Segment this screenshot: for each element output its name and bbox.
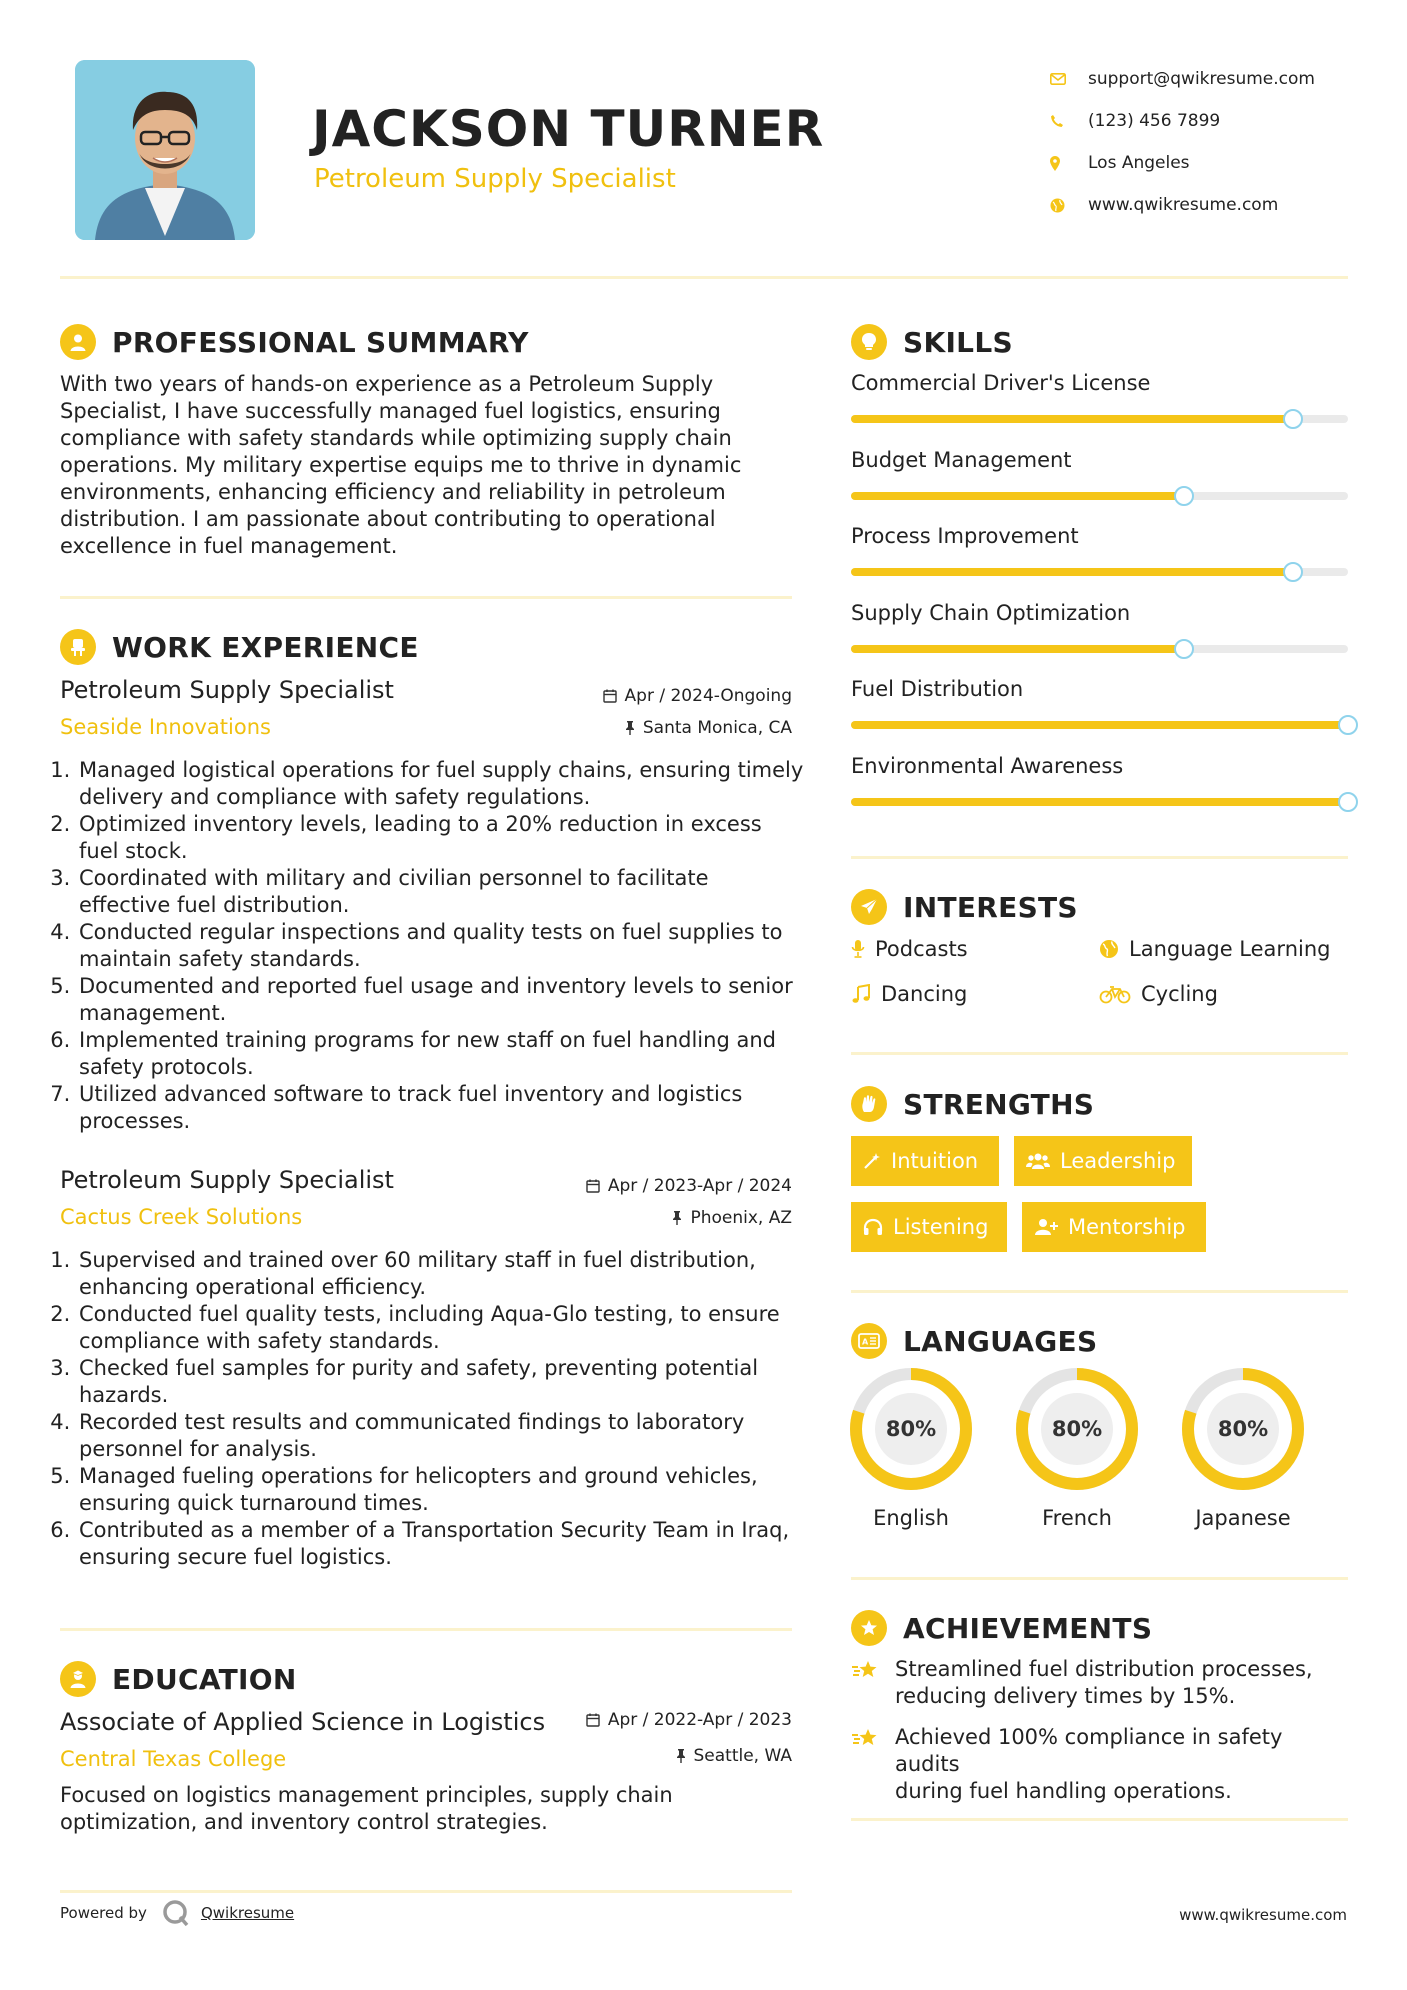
strengths-title: STRENGTHS bbox=[903, 1087, 1095, 1121]
calendar-icon bbox=[586, 1179, 600, 1193]
skill-level-bar bbox=[851, 721, 1348, 729]
interest-label: Language Learning bbox=[1129, 937, 1331, 961]
star-award-icon bbox=[851, 1726, 881, 1750]
achievements-title: ACHIEVEMENTS bbox=[903, 1611, 1153, 1645]
summary-heading bbox=[60, 324, 529, 360]
education-description bbox=[60, 1782, 800, 1836]
candidate-name: JACKSON TURNER bbox=[312, 100, 825, 158]
skill-level-fill bbox=[851, 645, 1184, 653]
skill-level-fill bbox=[851, 798, 1348, 806]
contact-list bbox=[1050, 58, 1315, 226]
svg-text:A: A bbox=[862, 1337, 869, 1347]
phone-icon bbox=[1050, 114, 1088, 128]
skill-level-fill bbox=[851, 492, 1184, 500]
globe-icon bbox=[1050, 198, 1088, 213]
interest-label: Podcasts bbox=[875, 937, 968, 961]
header-divider bbox=[60, 276, 1348, 279]
interest-item bbox=[851, 937, 968, 961]
achievement-item bbox=[851, 1724, 1351, 1805]
chair-icon bbox=[60, 629, 96, 665]
job-duty: 3. Checked fuel samples for purity and safety, preventing potential hazards. bbox=[77, 1355, 805, 1409]
job-duties-list bbox=[55, 1247, 805, 1571]
globe-icon bbox=[1099, 939, 1119, 959]
qwikresume-logo-icon bbox=[161, 1898, 191, 1928]
contact-website[interactable] bbox=[1050, 184, 1315, 226]
skill-level-bar bbox=[851, 568, 1348, 576]
footer-powered-by bbox=[60, 1898, 294, 1928]
education-heading bbox=[60, 1661, 297, 1697]
job-duty: 6. Implemented training programs for new staff on fuel handling and safety protocols. bbox=[77, 1027, 805, 1081]
language-name: French bbox=[1042, 1506, 1112, 1530]
group-icon bbox=[1026, 1152, 1050, 1170]
summary-title: PROFESSIONAL SUMMARY bbox=[112, 325, 529, 359]
summary-line: environments, enhancing efficiency and reliability in petroleum bbox=[60, 480, 726, 504]
skill-label: Supply Chain Optimization bbox=[851, 600, 1131, 625]
languages-heading bbox=[851, 1323, 1097, 1359]
achievement-line: during fuel handling operations. bbox=[895, 1779, 1232, 1803]
job-duty: 2. Conducted fuel quality tests, including Aqua-Glo testing, to ensure compliance with safety standards. bbox=[77, 1301, 805, 1355]
job-duty: 7. Utilized advanced software to track fuel inventory and logistics processes. bbox=[77, 1081, 805, 1135]
strength-tag bbox=[851, 1202, 1007, 1252]
job-date-text: Apr / 2024-Ongoing bbox=[624, 686, 792, 706]
pushpin-icon bbox=[676, 1749, 686, 1763]
job-duty: 1. Managed logistical operations for fuel supply chains, ensuring timely delivery and compliance with safety regulations. bbox=[77, 757, 805, 811]
contact-email[interactable] bbox=[1050, 58, 1315, 100]
star-award-icon bbox=[851, 1658, 881, 1682]
job-duty: 5. Documented and reported fuel usage and inventory levels to senior management. bbox=[77, 973, 805, 1027]
achievement-line: Streamlined fuel distribution processes, bbox=[895, 1657, 1313, 1681]
job-title: Petroleum Supply Specialist bbox=[60, 1166, 394, 1194]
language-japanese bbox=[1180, 1366, 1306, 1530]
experience-heading bbox=[60, 629, 419, 665]
strength-label: Intuition bbox=[891, 1149, 979, 1173]
achievement-line: Achieved 100% compliance in safety audits bbox=[895, 1725, 1283, 1776]
interests-divider bbox=[851, 1052, 1348, 1055]
strength-label: Leadership bbox=[1060, 1149, 1176, 1173]
skill-label: Commercial Driver's License bbox=[851, 371, 1151, 395]
interest-item bbox=[851, 982, 967, 1006]
skill-level-knob bbox=[1174, 639, 1194, 659]
languages-divider bbox=[851, 1577, 1348, 1580]
skill-level-knob bbox=[1338, 715, 1358, 735]
job-location bbox=[500, 1208, 792, 1228]
job-duties-list bbox=[55, 757, 805, 1135]
hand-icon bbox=[851, 1086, 887, 1122]
strength-label: Listening bbox=[893, 1215, 989, 1239]
strength-tag bbox=[1022, 1202, 1206, 1252]
skill-label: Budget Management bbox=[851, 447, 1072, 472]
interest-label: Dancing bbox=[881, 982, 968, 1006]
achievements-heading bbox=[851, 1610, 1152, 1646]
job-location-text: Phoenix, AZ bbox=[690, 1208, 792, 1228]
qwikresume-link[interactable]: Qwikresume bbox=[200, 1904, 295, 1922]
contact-website-text: www.qwikresume.com bbox=[1088, 195, 1279, 215]
contact-phone-text: (123) 456 7899 bbox=[1088, 111, 1221, 131]
language-french bbox=[1014, 1366, 1140, 1530]
achievement-line: reducing delivery times by 15%. bbox=[895, 1684, 1236, 1708]
degree-title: Associate of Applied Science in Logistics bbox=[60, 1708, 546, 1736]
skills-heading bbox=[851, 324, 1013, 360]
job-duty: 4. Conducted regular inspections and quality tests on fuel supplies to maintain safety standards. bbox=[77, 919, 805, 973]
skill-level-bar bbox=[851, 415, 1348, 423]
education-title: EDUCATION bbox=[112, 1662, 297, 1696]
skill-level-knob bbox=[1174, 486, 1194, 506]
job-duty: 2. Optimized inventory levels, leading to a 20% reduction in excess fuel stock. bbox=[77, 811, 805, 865]
strength-tag bbox=[851, 1136, 999, 1186]
school-name: Central Texas College bbox=[60, 1747, 287, 1771]
music-note-icon bbox=[851, 984, 871, 1004]
job-company: Cactus Creek Solutions bbox=[60, 1205, 303, 1229]
bicycle-icon bbox=[1099, 984, 1131, 1004]
skill-label: Process Improvement bbox=[851, 524, 1079, 548]
lightbulb-icon bbox=[851, 324, 887, 360]
skill-level-knob bbox=[1283, 562, 1303, 582]
job-date-text: Apr / 2023-Apr / 2024 bbox=[607, 1176, 792, 1196]
summary-line: compliance with safety standards while optimizing supply chain bbox=[60, 426, 732, 450]
user-plus-icon bbox=[1034, 1218, 1058, 1236]
interests-heading bbox=[851, 889, 1078, 925]
education-location-text: Seattle, WA bbox=[693, 1746, 792, 1766]
language-name: English bbox=[873, 1506, 949, 1530]
pushpin-icon bbox=[672, 1211, 682, 1225]
skill-level-fill bbox=[851, 568, 1293, 576]
interest-item bbox=[1099, 937, 1330, 961]
job-date bbox=[500, 686, 792, 706]
skill-level-bar bbox=[851, 798, 1348, 806]
user-circle-icon bbox=[60, 324, 96, 360]
pushpin-icon bbox=[625, 721, 635, 735]
skill-level-knob bbox=[1283, 409, 1303, 429]
strengths-heading bbox=[851, 1086, 1094, 1122]
education-date bbox=[500, 1710, 792, 1730]
job-location-text: Santa Monica, CA bbox=[642, 718, 792, 738]
person-portrait-icon bbox=[75, 60, 255, 240]
headphones-icon bbox=[863, 1218, 883, 1236]
skill-level-fill bbox=[851, 415, 1293, 423]
job-duty: 5. Managed fueling operations for helicopters and ground vehicles, ensuring quick turnaround times. bbox=[77, 1463, 805, 1517]
powered-by-text: Powered by bbox=[60, 1904, 147, 1922]
graduate-icon bbox=[60, 1661, 96, 1697]
magic-wand-icon bbox=[863, 1152, 881, 1170]
job-location bbox=[500, 718, 792, 738]
summary-divider bbox=[60, 596, 792, 599]
calendar-icon bbox=[603, 689, 617, 703]
summary-line: excellence in fuel management. bbox=[60, 534, 398, 558]
language-card-icon bbox=[851, 1323, 887, 1359]
achievements-divider bbox=[851, 1818, 1348, 1821]
contact-location-text: Los Angeles bbox=[1088, 153, 1190, 173]
language-name: Japanese bbox=[1195, 1506, 1291, 1530]
summary-text bbox=[60, 371, 800, 560]
education-divider bbox=[60, 1890, 792, 1893]
map-pin-icon bbox=[1050, 156, 1088, 171]
skill-label: Fuel Distribution bbox=[851, 677, 1024, 701]
candidate-role: Petroleum Supply Specialist bbox=[314, 164, 676, 194]
education-location bbox=[500, 1746, 792, 1766]
education-date-text: Apr / 2022-Apr / 2023 bbox=[607, 1710, 792, 1730]
skill-level-bar bbox=[851, 492, 1348, 500]
strength-label: Mentorship bbox=[1068, 1215, 1186, 1239]
star-badge-icon bbox=[851, 1610, 887, 1646]
strength-tag bbox=[1014, 1136, 1192, 1186]
paper-plane-icon bbox=[851, 889, 887, 925]
strengths-divider bbox=[851, 1290, 1348, 1293]
education-line: Focused on logistics management principles, supply chain bbox=[60, 1783, 673, 1807]
skill-level-bar bbox=[851, 645, 1348, 653]
language-percent: 80% bbox=[885, 1417, 937, 1441]
job-title: Petroleum Supply Specialist bbox=[60, 676, 394, 704]
education-line: optimization, and inventory control strategies. bbox=[60, 1810, 548, 1834]
interest-item bbox=[1099, 982, 1218, 1006]
skills-divider bbox=[851, 856, 1348, 859]
skill-level-fill bbox=[851, 721, 1348, 729]
summary-line: With two years of hands-on experience as a Petroleum Supply bbox=[60, 372, 714, 396]
interests-title: INTERESTS bbox=[903, 890, 1078, 924]
contact-phone[interactable] bbox=[1050, 100, 1315, 142]
summary-line: Specialist, I have successfully managed fuel logistics, ensuring bbox=[60, 399, 721, 423]
job-date bbox=[500, 1176, 792, 1196]
languages-title: LANGUAGES bbox=[903, 1324, 1098, 1358]
skills-title: SKILLS bbox=[903, 325, 1013, 359]
contact-email-text: support@qwikresume.com bbox=[1088, 69, 1315, 89]
summary-line: distribution. I am passionate about contributing to operational bbox=[60, 507, 716, 531]
footer-website-link[interactable]: www.qwikresume.com bbox=[1179, 1906, 1347, 1924]
language-percent: 80% bbox=[1051, 1417, 1103, 1441]
experience-title: WORK EXPERIENCE bbox=[112, 630, 419, 664]
job-duty: 6. Contributed as a member of a Transportation Security Team in Iraq, ensuring secure fuel logistics. bbox=[77, 1517, 805, 1571]
language-english bbox=[848, 1366, 974, 1530]
achievement-item bbox=[851, 1656, 1351, 1710]
job-duty: 3. Coordinated with military and civilian personnel to facilitate effective fuel distribution. bbox=[77, 865, 805, 919]
job-duty: 4. Recorded test results and communicated findings to laboratory personnel for analysis. bbox=[77, 1409, 805, 1463]
envelope-icon bbox=[1050, 73, 1088, 85]
language-percent: 80% bbox=[1217, 1417, 1269, 1441]
job-duty: 1. Supervised and trained over 60 military staff in fuel distribution, enhancing operational efficiency. bbox=[77, 1247, 805, 1301]
skill-label: Environmental Awareness bbox=[851, 753, 1124, 778]
contact-location bbox=[1050, 142, 1315, 184]
summary-line: operations. My military expertise equips me to thrive in dynamic bbox=[60, 453, 742, 477]
skill-level-knob bbox=[1338, 792, 1358, 812]
profile-photo bbox=[75, 60, 255, 240]
interest-label: Cycling bbox=[1141, 982, 1218, 1006]
microphone-icon bbox=[851, 939, 865, 959]
job-company: Seaside Innovations bbox=[60, 715, 271, 739]
experience-divider bbox=[60, 1628, 792, 1631]
calendar-icon bbox=[586, 1713, 600, 1727]
